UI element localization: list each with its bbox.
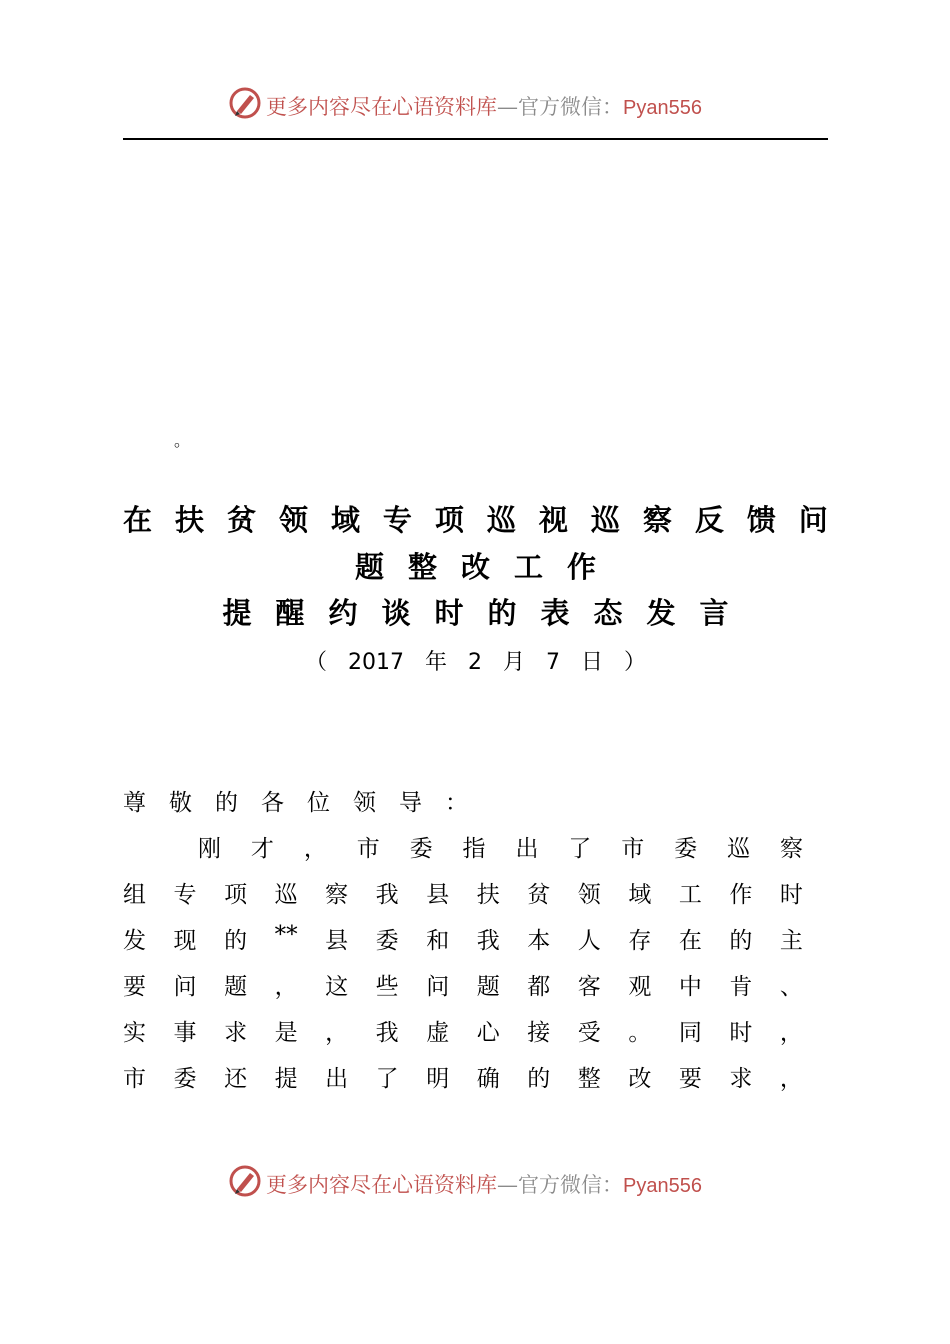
body-line xyxy=(123,1014,803,1047)
char: 现 xyxy=(173,928,197,954)
char: 项 xyxy=(224,882,248,908)
char: 心 xyxy=(476,1020,500,1046)
char: 在 xyxy=(678,928,702,954)
char: 要 xyxy=(678,1066,702,1092)
char: 指 xyxy=(462,836,486,862)
char: 明 xyxy=(426,1066,450,1092)
char: 虚 xyxy=(426,1020,450,1046)
char: 的 xyxy=(527,1066,551,1092)
char: 些 xyxy=(375,974,399,1000)
body-line xyxy=(198,830,803,863)
char: 敬 xyxy=(169,790,192,816)
char: 确 xyxy=(476,1066,500,1092)
char: 领 xyxy=(278,503,308,537)
greeting xyxy=(123,784,803,817)
char: 组 xyxy=(123,882,146,908)
banner-text xyxy=(266,91,702,121)
char: 了 xyxy=(568,836,592,862)
char: ， xyxy=(274,974,298,1000)
char: 县 xyxy=(426,882,450,908)
char: 出 xyxy=(515,836,539,862)
char: 委 xyxy=(409,836,433,862)
char: 项 xyxy=(434,503,464,537)
char: 出 xyxy=(325,1066,349,1092)
char: 委 xyxy=(674,836,698,862)
brand-text: 更多内容尽在心语资料库 xyxy=(266,95,497,119)
char: 这 xyxy=(325,974,349,1000)
char: 事 xyxy=(173,1020,197,1046)
char: 中 xyxy=(678,974,702,1000)
char: 实 xyxy=(123,1020,146,1046)
char: 贫 xyxy=(527,882,551,908)
wechat-id: Pyan556 xyxy=(623,97,702,119)
char: 和 xyxy=(426,928,450,954)
pen-logo-icon xyxy=(228,1164,262,1198)
char: ， xyxy=(325,1020,349,1046)
char: 存 xyxy=(628,928,652,954)
char: 问 xyxy=(426,974,450,1000)
char: 领 xyxy=(577,882,601,908)
char: 我 xyxy=(476,928,500,954)
body-line xyxy=(123,1060,803,1093)
char: 。 xyxy=(628,1020,652,1046)
stray-punctuation: 。 xyxy=(174,431,191,450)
char: 尊 xyxy=(123,790,146,816)
char: 作 xyxy=(729,882,753,908)
char: 要 xyxy=(123,974,146,1000)
char: 县 xyxy=(325,928,349,954)
wechat-label: 官方微信： xyxy=(518,1173,623,1197)
char: 专 xyxy=(382,503,412,537)
char: 是 xyxy=(274,1020,298,1046)
char: 市 xyxy=(123,1066,146,1092)
char: 的 xyxy=(215,790,238,816)
char: 巡 xyxy=(274,882,298,908)
title-line-1 xyxy=(123,498,828,539)
char: 委 xyxy=(375,928,399,954)
char: 改 xyxy=(628,1066,652,1092)
char: 市 xyxy=(356,836,380,862)
char: 主 xyxy=(779,928,803,954)
char: 各 xyxy=(261,790,284,816)
char: 我 xyxy=(375,1020,399,1046)
char: 题 xyxy=(224,974,248,1000)
char: 扶 xyxy=(174,503,204,537)
title-line-3: 提醒约谈时的表态发言 xyxy=(222,596,753,630)
char: 位 xyxy=(307,790,330,816)
char: 都 xyxy=(527,974,551,1000)
header-divider xyxy=(123,138,828,140)
char: 反 xyxy=(694,503,724,537)
char: 工 xyxy=(678,882,702,908)
char: 同 xyxy=(678,1020,702,1046)
char: 我 xyxy=(375,882,399,908)
char: 问 xyxy=(173,974,197,1000)
char: 刚 xyxy=(198,836,221,862)
char: ， xyxy=(779,1020,803,1046)
char: 客 xyxy=(577,974,601,1000)
char: 察 xyxy=(325,882,349,908)
char: 时 xyxy=(779,882,803,908)
char: 察 xyxy=(642,503,672,537)
char: 馈 xyxy=(746,503,776,537)
char: ， xyxy=(303,836,327,862)
char: 域 xyxy=(628,882,652,908)
char: 问 xyxy=(798,503,828,537)
char: 视 xyxy=(538,503,568,537)
footer-banner xyxy=(0,1162,950,1202)
banner-dash: — xyxy=(497,95,518,119)
char: ， xyxy=(779,1066,803,1092)
char: 才 xyxy=(250,836,274,862)
char: 求 xyxy=(729,1066,753,1092)
char: 整 xyxy=(577,1066,601,1092)
char: 观 xyxy=(628,974,652,1000)
char: 的 xyxy=(729,928,753,954)
char: 领 xyxy=(353,790,376,816)
char: 受 xyxy=(577,1020,601,1046)
char: 域 xyxy=(330,503,360,537)
char: 巡 xyxy=(727,836,751,862)
char: 求 xyxy=(224,1020,248,1046)
brand-text: 更多内容尽在心语资料库 xyxy=(266,1173,497,1197)
char: 的 xyxy=(224,928,248,954)
speech-date: （ 2017 年 2 月 7 日 ） xyxy=(305,650,646,675)
char: ** xyxy=(274,922,298,948)
char: 时 xyxy=(729,1020,753,1046)
banner-dash: — xyxy=(497,1173,518,1197)
char: 导 xyxy=(399,790,422,816)
body-line xyxy=(123,876,803,909)
char: 、 xyxy=(779,974,803,1000)
char: ： xyxy=(445,790,468,816)
char: 了 xyxy=(375,1066,399,1092)
char: 本 xyxy=(527,928,551,954)
char: 接 xyxy=(527,1020,551,1046)
body-line xyxy=(123,968,803,1001)
char: 题 xyxy=(476,974,500,1000)
banner-text xyxy=(266,1169,702,1199)
char: 发 xyxy=(123,928,146,954)
char: 扶 xyxy=(476,882,500,908)
char: 委 xyxy=(173,1066,197,1092)
char: 巡 xyxy=(486,503,516,537)
pen-logo-icon xyxy=(228,86,262,120)
wechat-label: 官方微信： xyxy=(518,95,623,119)
char: 肯 xyxy=(729,974,753,1000)
char: 察 xyxy=(779,836,803,862)
char: 还 xyxy=(224,1066,248,1092)
title-line-2: 题整改工作 xyxy=(354,550,620,584)
char: 人 xyxy=(577,928,601,954)
body-line xyxy=(123,922,803,955)
header-banner xyxy=(0,84,950,124)
char: 市 xyxy=(621,836,645,862)
char: 贫 xyxy=(226,503,256,537)
char: 巡 xyxy=(590,503,620,537)
char: 在 xyxy=(123,503,153,537)
char: 专 xyxy=(173,882,197,908)
wechat-id: Pyan556 xyxy=(623,1175,702,1197)
char: 提 xyxy=(274,1066,298,1092)
